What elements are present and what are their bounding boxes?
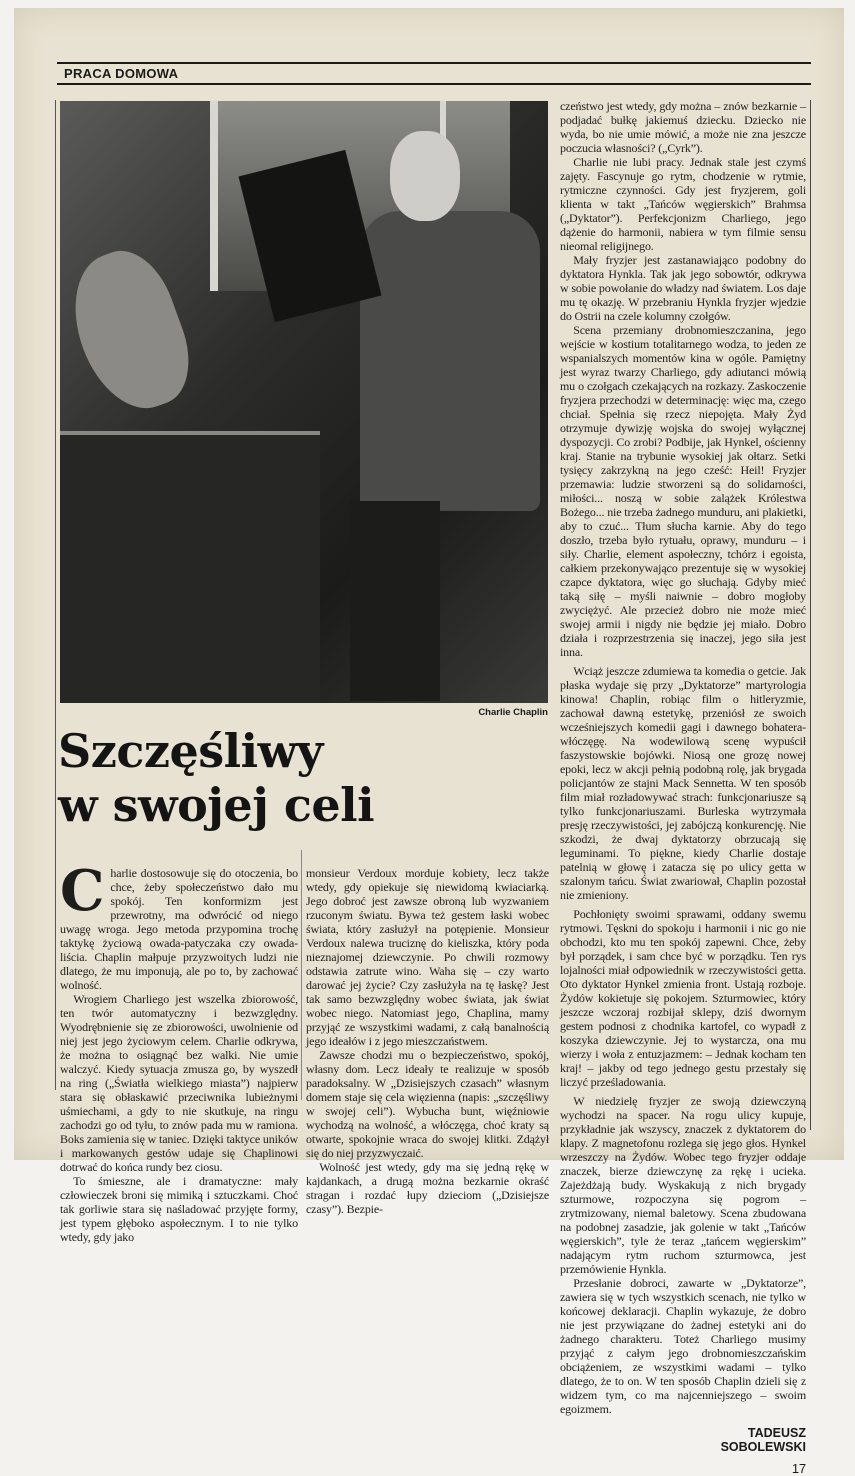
- paragraph: Przesłanie dobroci, zawarte w „Dyktatorze”, zawiera się w tych wszystkich scenach, nie tylko w końcowej deklaracji. Chaplin wykazuje, że dobro nie jest przywiązane do żadnej estetyki ani do żadnego charakteru. Toteż Charliego musimy przyjąć z całym jego drobnomieszczańskim obciążeniem, ze wszystkimi wadami – tylko dlatego, że to on. W ten sposób Chaplin dzieli się z widzem tym, co ma najcenniejszego – swoim egoizmem.: [560, 1276, 806, 1416]
- page-number: 17: [791, 1461, 806, 1476]
- man-legs-shape: [350, 501, 440, 701]
- paragraph: Charlie nie lubi pracy. Jednak stale jest czymś zajęty. Fascynuje go rytm, chodzenie w rytmie, rytmiczne czynności. Gdy jest fryzjerem, goli klienta w takt „Tańców węgierskich” Brahmsa („Dyktator”). Perfekcjonizm Charliego, jego dążenie do harmonii, nabiera w tym filmie sensu nieomal religijnego.: [560, 155, 806, 253]
- drop-cap: C: [60, 858, 105, 924]
- paragraph: W niedzielę fryzjer ze swoją dziewczyną wychodzi na spacer. Na rogu ulicy kupuje, przykładnie jak wszyscy, znaczek z dyktatorem do klapy. Z magnetofonu rozlega się jego głos. Hynkel wrzeszczy na Żydów. Wobec tego fryzjer oddaje znaczek, bierze dziewczynę za rękę i ucieka. Zajeżdżają budy. Wyskakują z nich brygady szturmowe, rozpoczyna się pogrom – zrytmizowany, niemal baletowy. Scena zbudowana na podobnej zasadzie, jak golenie w takt „Tańców węgierskich”, tyle że teraz „tańcem węgierskim” nadającym rytm ruchom szturmowca, jest przemówienie Hynkla.: [560, 1094, 806, 1276]
- author-byline: [560, 1426, 806, 1454]
- author-last-name: SOBOLEWSKI: [720, 1440, 806, 1454]
- article-title: [58, 724, 374, 832]
- cat-shape: [60, 239, 204, 424]
- body-column-1: [60, 858, 298, 1244]
- photo-caption: Charlie Chaplin: [478, 707, 548, 718]
- left-column-rule: [55, 100, 56, 1090]
- paragraph: Zawsze chodzi mu o bezpieczeństwo, spokój, własny dom. Lecz ideały te realizuje w sposób paradoksalny. W „Dzisiejszych czasach” własnym domem staje się cela więzienna (napis: „szczęśliwy w swojej celi”). Wybucha bunt, więźniowie wychodzą na wolność, a włóczęga, choć kraty są otwarte, spokojnie wraca do swojej klitki. Zdążył się do niej przyzwyczaić.: [306, 1048, 549, 1160]
- man-jacket-shape: [360, 211, 540, 511]
- table-shape: [60, 431, 320, 703]
- section-heading: PRACA DOMOWA: [64, 66, 179, 81]
- paragraph: czeństwo jest wtedy, gdy można – znów bezkarnie – podjadać bułkę jakiemuś dziecku. Dziecko nie wyda, bo nie umie mówić, a może nie zna jeszcze poczucia własności? („Cyrk”).: [560, 99, 806, 155]
- author-first-name: TADEUSZ: [747, 1426, 806, 1440]
- paragraph: Pochłonięty swoimi sprawami, oddany swemu rytmowi. Tęskni do spokoju i harmonii i nic go nie obchodzi, kto mu ten spokój zapewni. Chce, żeby był porządek, i sam chce być w porządku. Ten rys lojalności miał odpowiednik w rzeczywistości getta. Oto dyktator Hynkel zmienia front. Ustają rozboje. Żydów kokietuje się pokojem. Szturmowiec, który jeszcze wczoraj rozbijał sklepy, dziś dwornym gestem podnosi z chodnika kartofel, co wypadł z koszyka dziewczynie. Jej to wystarcza, ona mu wierzy i woła z entuzjazmem: – Jednak kocham ten kraj! – jakby od tego jednego gestu przestały się liczyć prześladowania.: [560, 907, 806, 1089]
- paragraph: Wciąż jeszcze zdumiewa ta komedia o getcie. Jak płaska wydaje się przy „Dyktatorze” martyrologia kinowa! Chaplin, robiąc film o hitleryzmie, zachował dawną estetykę, przeniósł ze swoich wcześniejszych komedii gagi i dawnego bohatera-włóczęgę. Na wodewilową scenę wypuścił faszystowskie bojówki. Niosą one grozę nowej epoki, lecz w akcji pełnią podobną rolę, jak brygada policjantów ze stajni Mack Sennetta. W ten sposób film miał rozładowywać strach: funkcjonariusze są tylko funkcjonariuszami. Burleska wytrzymała presję rzeczywistości, jej zabójczą konkurencję. Nie szkodzi, że dwaj dyktatorzy obrzucają się leguminami. To piękne, kiedy Charlie dostaje patelnią w głowę i zatacza się po ulicy getta w szalonym tańcu. Świat zwariował, Chaplin pozostał nie zmieniony.: [560, 664, 806, 902]
- body-column-2: [306, 866, 549, 1216]
- paragraph: [60, 858, 298, 992]
- paragraph: Wolność jest wtedy, gdy ma się jedną rękę w kajdankach, a drugą można bezkarnie okraść stragan i rozdać łupy dzieciom („Dzisiejsze czasy”). Bezpie-: [306, 1160, 549, 1216]
- header-top-rule: [57, 62, 811, 64]
- header-bottom-rule: [57, 83, 811, 85]
- right-column-rule: [810, 100, 811, 1130]
- window-frame: [210, 101, 218, 291]
- paragraph: To śmieszne, ale i dramatyczne: mały człowieczek broni się mimiką i sztuczkami. Choć tak gorliwie stara się naśladować przyjęte formy, jest typem głęboko aspołecznym. I to nie tylko wtedy, gdy jako: [60, 1174, 298, 1244]
- man-head-shape: [390, 131, 460, 221]
- paragraph: Mały fryzjer jest zastanawiająco podobny do dyktatora Hynkla. Tak jak jego sobowtór, odkrywa w sobie powołanie do władzy nad światem. Los daje mu tę okazję. W przebraniu Hynkla fryzjer wjedzie do Ostrii na czele kolumny czołgów.: [560, 253, 806, 323]
- paragraph: monsieur Verdoux morduje kobiety, lecz także wtedy, gdy opiekuje się niewidomą kwiaciarką. Jego dobroć jest zawsze obroną lub wyzwaniem rzuconym światu. Bywa też gestem łaski wobec świata, który zasłużył na potępienie. Monsieur Verdoux nalewa truciznę do kieliszka, który poda nieznajomej dziewczynie. Po chwili rozmowy odstawia zatrute wino. Waha się – czy warto darować jej życie? Czy zasłużyła na tę łaskę? Jest tak samo bezwzględny wobec świata, jak świat wobec niego. Natomiast jego, Chaplina, mamy przyjąć ze wszystkimi wadami, z całą banalnością jego ideałów i z jego mieszczaństwem.: [306, 866, 549, 1048]
- column-divider-1: [301, 850, 302, 1100]
- chaplin-photo: [60, 101, 548, 703]
- paragraph: Wrogiem Charliego jest wszelka zbiorowość, ten twór automatyczny i bezwzględny. Wyodrębnienie się ze zbiorowości, uwolnienie od niej jest jego życiowym celem. Charlie odkrywa, że można to osiągnąć bez walki. Nie umie walczyć. Kiedy sytuacja zmusza go, by wyszedł na ring („Światła wielkiego miasta”) najpierw stara się obłaskawić przeciwnika lubieżnymi uśmiechami, a gdy to nie skutkuje, na ringu zachodzi go od tyłu, to znów pada mu w ramiona. Boks zamienia się w taniec. Dzięki taktyce uników i markowanych gestów udaje się Chaplinowi dotrwać do końca rundy bez ciosu.: [60, 992, 298, 1174]
- title-line-2: w swojej celi: [58, 778, 375, 832]
- paragraph: Scena przemiany drobnomieszczanina, jego wejście w kostium totalitarnego wodza, to jeden ze wspanialszych momentów kina w ogóle. Pamiętny jest wyraz twarzy Charliego, gdy adiutanci mówią mu o czołgach czekających na rozkazy. Zaskoczenie fryzjera przechodzi w determinację: więc ma, czego chciał. Spełnia się rzecz niepojęta. Mały Żyd otrzymuje dywizję wojska do swojej wyłącznej dyspozycji. Co zrobi? Podbije, jak Hynkel, ościenny kraj. Stanie na trybunie wysokiej jak ołtarz. Setki tysięcy zakrzykną na jego cześć: Heil! Fryzjer przemawia: ludzie stworzeni są do solidarności, miłości... noszą w sobie zalążek Królestwa Bożego... nie trzeba żadnego munduru, ani plakietki, aby to czuć... Tłum słucha karnie. Aby do tego doszło, trzeba było rytuału, oprawy, munduru – i siły. Charlie, element aspołeczny, tchórz i egoista, całkiem przekonywająco prezentuje się w wysokiej czapce dyktatora, więc go słuchają. Gdyby mieć taką siłę – myśli naiwnie – dobro mogłoby zwyciężyć. Ale przecież dobro nie może mieć swojej armii i nigdy nie będzie jej miało. Dobro działa i rozprzestrzenia się inaczej, jego siła jest inna.: [560, 323, 806, 659]
- body-column-3: [560, 99, 806, 1476]
- title-line-1: Szczęśliwy: [58, 724, 323, 778]
- paragraph-text: harlie dostosowuje się do otoczenia, bo chce, żeby społeczeństwo dało mu spokój. Ten konformizm jest przewrotny, ma odwrócić od niego uwagę wroga. Jego metoda przypomina trochę taktykę życiową owada-patyczaka czy owada-liścia. Chaplin małpuje przyzwoitych ludzi nie dlatego, że mu imponują, ale po to, by zachować wolność.: [60, 866, 298, 992]
